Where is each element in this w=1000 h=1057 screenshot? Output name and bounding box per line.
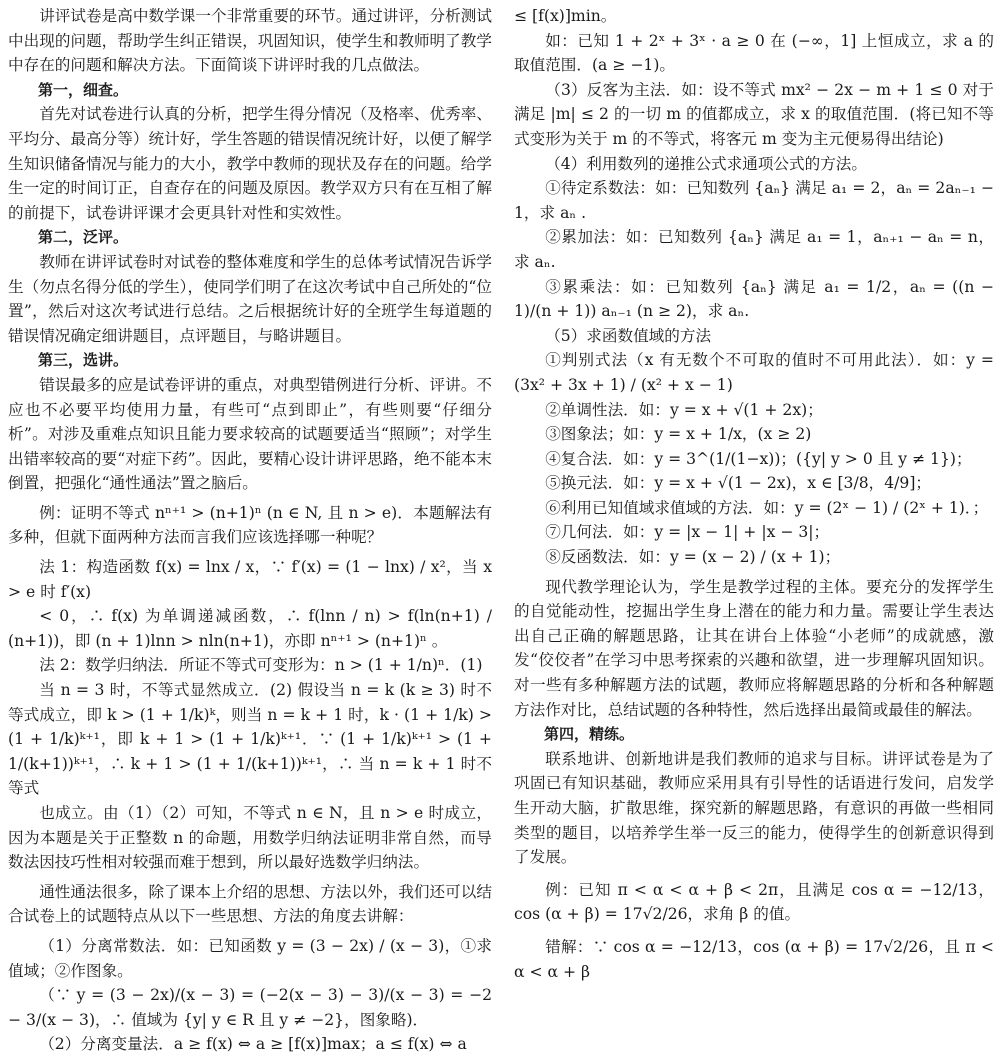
paragraph: （3）反客为主法．如：设不等式 mx² − 2x − m + 1 ≤ 0 对于满足 |m| ≤ 2 的一切 m 的值都成立，求 x 的取值范围．(将已知不等式变形为关于 m 的不等式，将客元 m 变为主元便易得出结论) bbox=[514, 80, 994, 148]
paragraph: 教师在讲评试卷时对试卷的整体难度和学生的总体考试情况告诉学生（勿点名得分低的学生），使同学们明了在这次考试中自己所处的“位置”，然后对这次考试进行总结。之后根据统计好的全班学生每道题的错误情况确定细讲题目，点评题目，与略讲题目。 bbox=[8, 252, 492, 345]
spacer bbox=[514, 927, 994, 935]
paragraph: 现代教学理论认为，学生是教学过程的主体。要充分的发挥学生的自觉能动性，挖掘出学生身上潜在的能力和力量。需要让学生表达出自己正确的解题思路，让其在讲台上体验“小老师”的成就感，激发“佼佼者”在学习中思考探索的兴趣和欲望，进一步理解巩固知识。对一些有多种解题方法的试题，教师应将解题思路的分析和各种解题方法作对比，总结试题的各种特性，然后选择出最简或最佳的解法。 bbox=[514, 577, 994, 719]
math-paragraph: ②单调性法．如：y = x + √(1 + 2x)； bbox=[545, 400, 823, 419]
spacer bbox=[514, 870, 994, 878]
right-column bbox=[514, 4, 994, 984]
paragraph: 例：证明不等式 nⁿ⁺¹ > (n+1)ⁿ (n ∈ N, 且 n > e)．本题解法有多种，但就下面两种方法而言我们应该选择哪一种呢？ bbox=[8, 503, 492, 547]
section-heading: 第三，选讲。 bbox=[38, 351, 129, 370]
math-paragraph: （2）分离变量法．a ≥ f(x) ⇔ a ≥ [f(x)]max；a ≤ f(x) ⇔ a bbox=[39, 1035, 467, 1054]
math-paragraph: < 0，∴ f(x) 为单调递减函数，∴ f(lnn / n) > f(ln(n+1) / (n+1))，即 (n + 1)lnn > nln(n+1)，亦即 nⁿ⁺¹ > (n+1)ⁿ 。 bbox=[8, 607, 492, 650]
math-paragraph: ④复合法．如：y = 3^(1/(1−x))；({y| y > 0 且 y ≠ 1})； bbox=[545, 449, 972, 468]
math-line: ≤ [f(x)]min。 bbox=[514, 7, 617, 25]
math-paragraph: ⑤换元法．如：y = x + √(1 − 2x)，x ∈ [3/8，4/9]； bbox=[545, 474, 932, 493]
math-paragraph: ③图象法；如：y = x + 1/x，(x ≥ 2) bbox=[545, 425, 812, 444]
math-paragraph: ⑥利用已知值域求值域的方法．如：y = (2ˣ − 1) / (2ˣ + 1)．； bbox=[545, 498, 989, 517]
paragraph: 也成立。由（1）（2）可知，不等式 n ∈ N，且 n > e 时成立，因为本题是关于正整数 n 的命题，用数学归纳法证明非常自然，而导数法因技巧性相对较强而难于想到，所以最好选数学归纳法。 bbox=[8, 804, 492, 872]
paragraph: 讲评试卷是高中数学课一个非常重要的环节。通过讲评，分析测试中出现的问题，帮助学生纠正错误，巩固知识，使学生和教师明了教学中存在的问题和解决方法。下面简谈下讲评时我的几点做法。 bbox=[8, 7, 492, 75]
math-paragraph: ③累乘法：如：已知数列 {aₙ} 满足 a₁ = 1/2，aₙ = ((n − 1)/(n + 1)) aₙ₋₁ (n ≥ 2)，求 aₙ. bbox=[514, 277, 994, 321]
math-paragraph: 例：已知 π < α < α + β < 2π，且满足 cos α = −12/13，cos (α + β) = 17√2/26，求角 β 的值。 bbox=[514, 880, 994, 924]
section-heading: 第一，细查。 bbox=[38, 80, 129, 99]
math-paragraph: （∵ y = (3 − 2x)/(x − 3) = (−2(x − 3) − 3)/(x − 3) = −2 − 3/(x − 3)，∴ 值域为 {y| y ∈ R 且 y ≠ −2}，图象略)． bbox=[8, 986, 492, 1029]
math-paragraph: 错解：∵ cos α = −12/13，cos (α + β) = 17√2/26，且 π < α < α + β bbox=[514, 937, 994, 981]
math-paragraph: （1）分离常数法．如：已知函数 y = (3 − 2x) / (x − 3)，①求值域；②作图象。 bbox=[8, 936, 492, 980]
math-paragraph: 法 1：构造函数 f(x) = lnx / x，∵ f′(x) = (1 − lnx) / x²，当 x > e 时 f′(x) bbox=[8, 558, 492, 601]
paragraph: 联系地讲、创新地讲是我们教师的追求与目标。讲评试卷是为了巩固已有知识基础，教师应采用具有引导性的话语进行发问，启发学生开动大脑，扩散思维，探究新的解题思路，有意识的再做一些相同类型的题目，以培养学生举一反三的能力，使得学生的创新意识得到了发展。 bbox=[514, 749, 994, 867]
paragraph: （5）求函数值域的方法 bbox=[545, 326, 712, 345]
paragraph: 如：已知 1 + 2ˣ + 3ˣ · a ≥ 0 在 (−∞，1] 上恒成立，求 a 的取值范围．(a ≥ −1)。 bbox=[514, 31, 994, 75]
section-heading: 第二，泛评。 bbox=[38, 228, 129, 247]
paragraph: （4）利用数列的递推公式求通项公式的方法。 bbox=[545, 154, 867, 173]
left-column bbox=[8, 4, 492, 1057]
math-paragraph: ⑧反函数法．如：y = (x − 2) / (x + 1)； bbox=[545, 548, 841, 567]
math-paragraph: ①判别式法（x 有无数个不可取的值时不可用此法）．如：y = (3x² + 3x + 1) / (x² + x − 1) bbox=[514, 351, 994, 394]
math-paragraph: 法 2：数学归纳法．所证不等式可变形为：n > (1 + 1/n)ⁿ．(1) bbox=[39, 656, 483, 675]
math-paragraph: ⑦几何法．如：y = |x − 1| + |x − 3|； bbox=[545, 523, 830, 542]
math-paragraph: ②累加法：如：已知数列 {aₙ} 满足 a₁ = 1，aₙ₊₁ − aₙ = n，求 aₙ. bbox=[514, 228, 994, 271]
math-paragraph: ①待定系数法：如：已知数列 {aₙ} 满足 a₁ = 2，aₙ = 2aₙ₋₁ − 1，求 aₙ . bbox=[514, 179, 994, 222]
paragraph: 首先对试卷进行认真的分析，把学生得分情况（及格率、优秀率、平均分、最高分等）统计好，学生答题的错误情况统计好，以便了解学生知识储备情况与能力的大小，教学中教师的现状及存在的问题。给学生一定的时间订正，自查存在的问题及原因。教学双方只有在互相了解的前提下，试卷讲评课才会更具针对性和实效性。 bbox=[8, 105, 492, 222]
math-paragraph: 当 n = 3 时，不等式显然成立．(2) 假设当 n = k (k ≥ 3) 时不等式成立，即 k > (1 + 1/k)ᵏ，则当 n = k + 1 时，k · (1 + 1/k) > (1 + 1/k)ᵏ⁺¹，即 k + 1 > (1 + 1/k)ᵏ⁺¹．∵ (1 + 1/k)ᵏ⁺¹ > (1 + 1/(k+1))ᵏ⁺¹，∴ k + 1 > (1 + 1/(k+1))ᵏ⁺¹，∴ 当 n = k + 1 时不等式 bbox=[8, 681, 492, 798]
paragraph: 错误最多的应是试卷评讲的重点，对典型错例进行分析、评讲。不应也不必要平均使用力量，有些可“点到即止”，有些则要“仔细分析”。对涉及重难点知识且能力要求较高的试题要适当“照顾”；对学生出错率较高的要“对症下药”。因此，要精心设计讲评思路，绝不能本末倒置，把强化“通性通法”置之脑后。 bbox=[8, 375, 492, 493]
paragraph: 通性通法很多，除了课本上介绍的思想、方法以外，我们还可以结合试卷上的试题特点从以下一些思想、方法的角度去讲解： bbox=[8, 882, 492, 926]
section-heading: 第四，精练。 bbox=[544, 725, 635, 744]
